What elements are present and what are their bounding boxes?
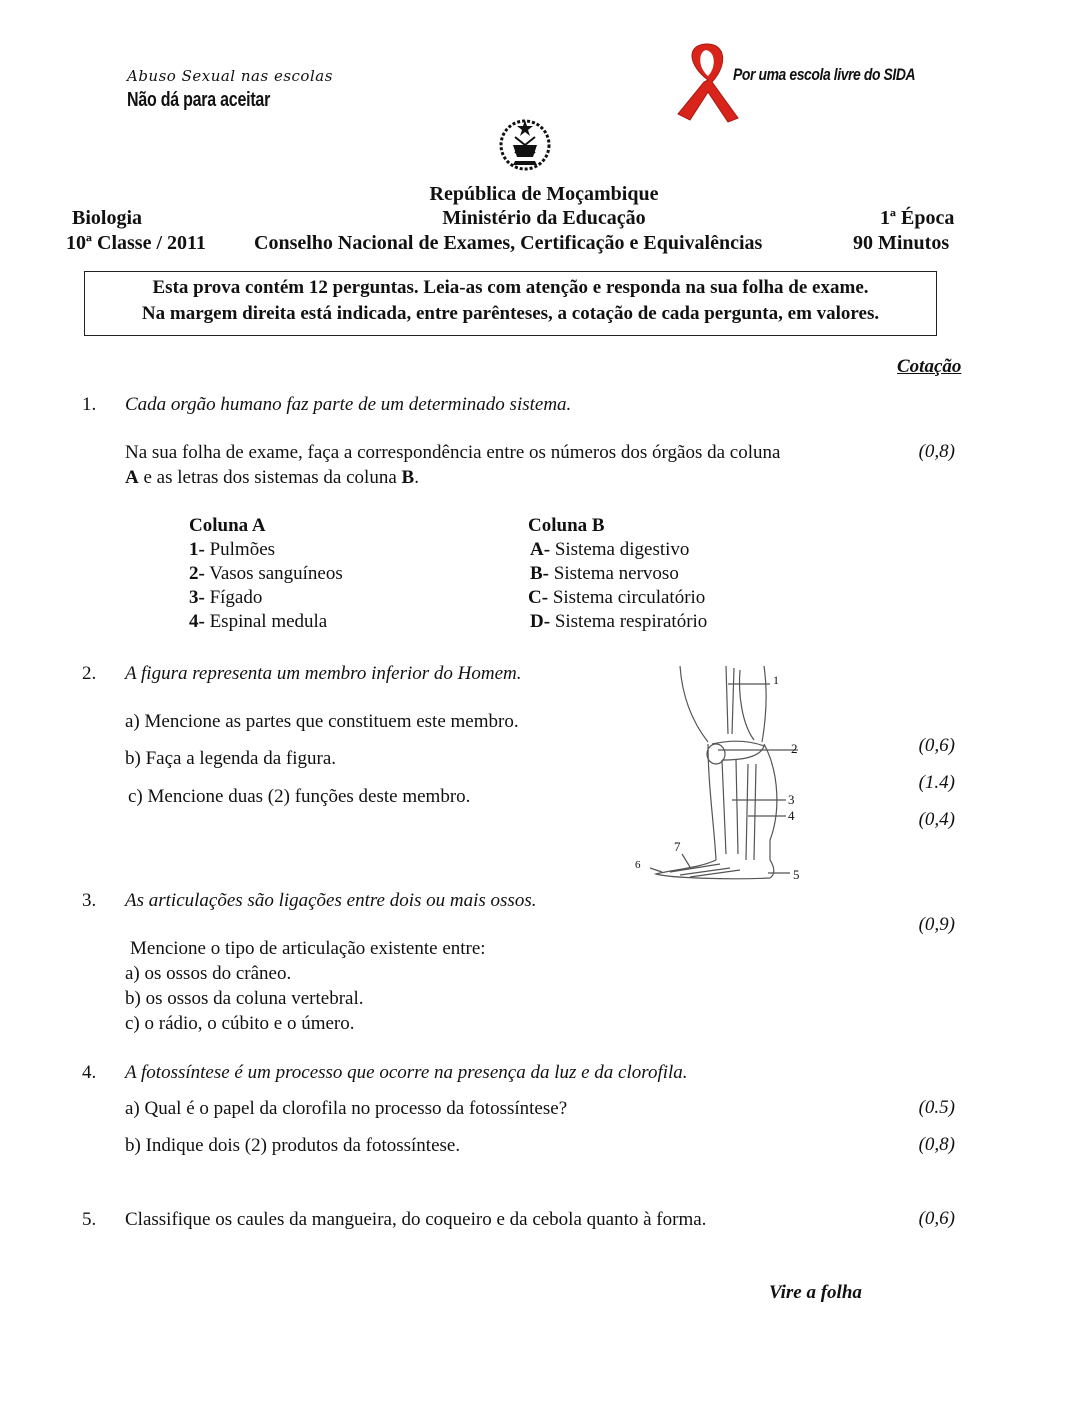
item-key: 3- (189, 587, 205, 608)
item-key: D- (530, 611, 551, 632)
q3-mark: (0,9) (918, 914, 955, 935)
item-text: Sistema circulatório (548, 587, 706, 608)
column-b-item (530, 610, 707, 634)
column-b-item (530, 562, 707, 586)
q4-mark-b: (0,8) (918, 1134, 955, 1155)
figure-label-3: 3 (788, 792, 795, 807)
q3-part-b: b) os ossos da coluna vertebral. (125, 988, 364, 1009)
item-text: Sistema respiratório (550, 611, 708, 632)
q1-instruction-line2 (125, 466, 419, 490)
column-a-item (189, 610, 343, 634)
q1-mark: (0,8) (918, 441, 955, 462)
q3-number: 3. (82, 890, 97, 911)
q1-instruction-mid: e as letras dos sistemas da coluna (138, 467, 402, 488)
cotacao-heading: Cotação (897, 356, 962, 377)
item-key: 1- (189, 539, 205, 560)
figure-label-7: 7 (674, 839, 681, 854)
column-b-item (528, 586, 707, 610)
slogan-sida: Por uma escola livre do SIDA (733, 65, 916, 84)
item-key: B- (530, 563, 549, 584)
item-text: Espinal medula (204, 611, 328, 632)
q4-mark-a: (0.5) (918, 1097, 955, 1118)
slogan-abuse-line1: Abuso Sexual nas escolas (127, 67, 333, 85)
q3-part-c: c) o rádio, o cúbito e o úmero. (125, 1013, 355, 1034)
instructions-box (84, 271, 937, 336)
item-key: C- (528, 587, 549, 608)
item-key: A- (530, 539, 551, 560)
q1-column-b (528, 514, 707, 634)
q2-mark-a: (0,6) (918, 735, 955, 756)
item-key: 2- (189, 563, 205, 584)
column-a-item (189, 562, 343, 586)
q2-part-c: c) Mencione duas (2) funções deste membro. (128, 786, 471, 807)
header-grade-year: 10ª Classe / 2011 (66, 232, 206, 254)
figure-label-4: 4 (788, 808, 795, 823)
q1-instruction-end: . (414, 467, 419, 488)
instructions-line2: Na margem direita está indicada, entre parênteses, a cotação de cada pergunta, em valores. (141, 303, 880, 324)
column-a-item (189, 586, 343, 610)
q2-number: 2. (82, 663, 97, 684)
q4-part-a: a) Qual é o papel da clorofila no processo da fotossíntese? (125, 1098, 568, 1119)
lower-limb-figure (630, 664, 820, 886)
q1-column-a (189, 514, 343, 634)
q4-part-b: b) Indique dois (2) produtos da fotossíntese. (125, 1135, 461, 1156)
turn-page-note: Vire a folha (769, 1282, 862, 1303)
item-text: Fígado (204, 587, 263, 608)
q2-mark-c: (0,4) (918, 809, 955, 830)
q1-statement: Cada orgão humano faz parte de um determinado sistema. (125, 394, 572, 415)
q3-statement: As articulações são ligações entre dois ou mais ossos. (125, 890, 537, 911)
q5-mark: (0,6) (918, 1208, 955, 1229)
figure-label-6: 6 (635, 859, 641, 871)
q1-number: 1. (82, 394, 97, 415)
column-a-title: Coluna A (189, 515, 266, 536)
q1-col-b-ref: B (401, 467, 415, 488)
q5-statement: Classifique os caules da mangueira, do coqueiro e da cebola quanto à forma. (125, 1209, 707, 1230)
column-b-item (530, 538, 707, 562)
header-council: Conselho Nacional de Exames, Certificação e Equivalências (254, 232, 763, 254)
q3-part-a: a) os ossos do crâneo. (125, 963, 292, 984)
q2-mark-b: (1.4) (918, 772, 955, 793)
figure-label-1: 1 (773, 673, 779, 687)
header-ministry: Ministério da Educação (442, 207, 646, 229)
item-text: Sistema digestivo (550, 539, 690, 560)
q4-statement: A fotossíntese é um processo que ocorre na presença da luz e da clorofila. (125, 1062, 688, 1083)
slogan-abuse-line2: Não dá para aceitar (127, 89, 271, 111)
header-country: República de Moçambique (429, 183, 659, 205)
column-a-item (189, 538, 343, 562)
q2-part-a: a) Mencione as partes que constituem este membro. (125, 711, 519, 732)
item-text: Vasos sanguíneos (204, 563, 343, 584)
coat-of-arms-emblem (497, 115, 553, 173)
header-season: 1ª Época (880, 207, 955, 229)
item-text: Pulmões (204, 539, 276, 560)
q3-prompt: Mencione o tipo de articulação existente entre: (130, 938, 486, 959)
item-key: 4- (189, 611, 205, 632)
header-duration: 90 Minutos (853, 232, 950, 254)
item-text: Sistema nervoso (549, 563, 679, 584)
q2-statement: A figura representa um membro inferior do Homem. (125, 663, 522, 684)
figure-label-2: 2 (791, 741, 798, 756)
q1-instruction-line1: Na sua folha de exame, faça a correspondência entre os números dos órgãos da coluna (125, 442, 781, 463)
column-b-title: Coluna B (528, 515, 605, 536)
figure-label-5: 5 (793, 867, 800, 882)
q5-number: 5. (82, 1209, 97, 1230)
q4-number: 4. (82, 1062, 97, 1083)
header-subject: Biologia (72, 207, 143, 229)
q1-col-a-ref: A (125, 467, 139, 488)
instructions-line1: Esta prova contém 12 perguntas. Leia-as com atenção e responda na sua folha de exame. (152, 277, 869, 298)
q2-part-b: b) Faça a legenda da figura. (125, 748, 337, 769)
